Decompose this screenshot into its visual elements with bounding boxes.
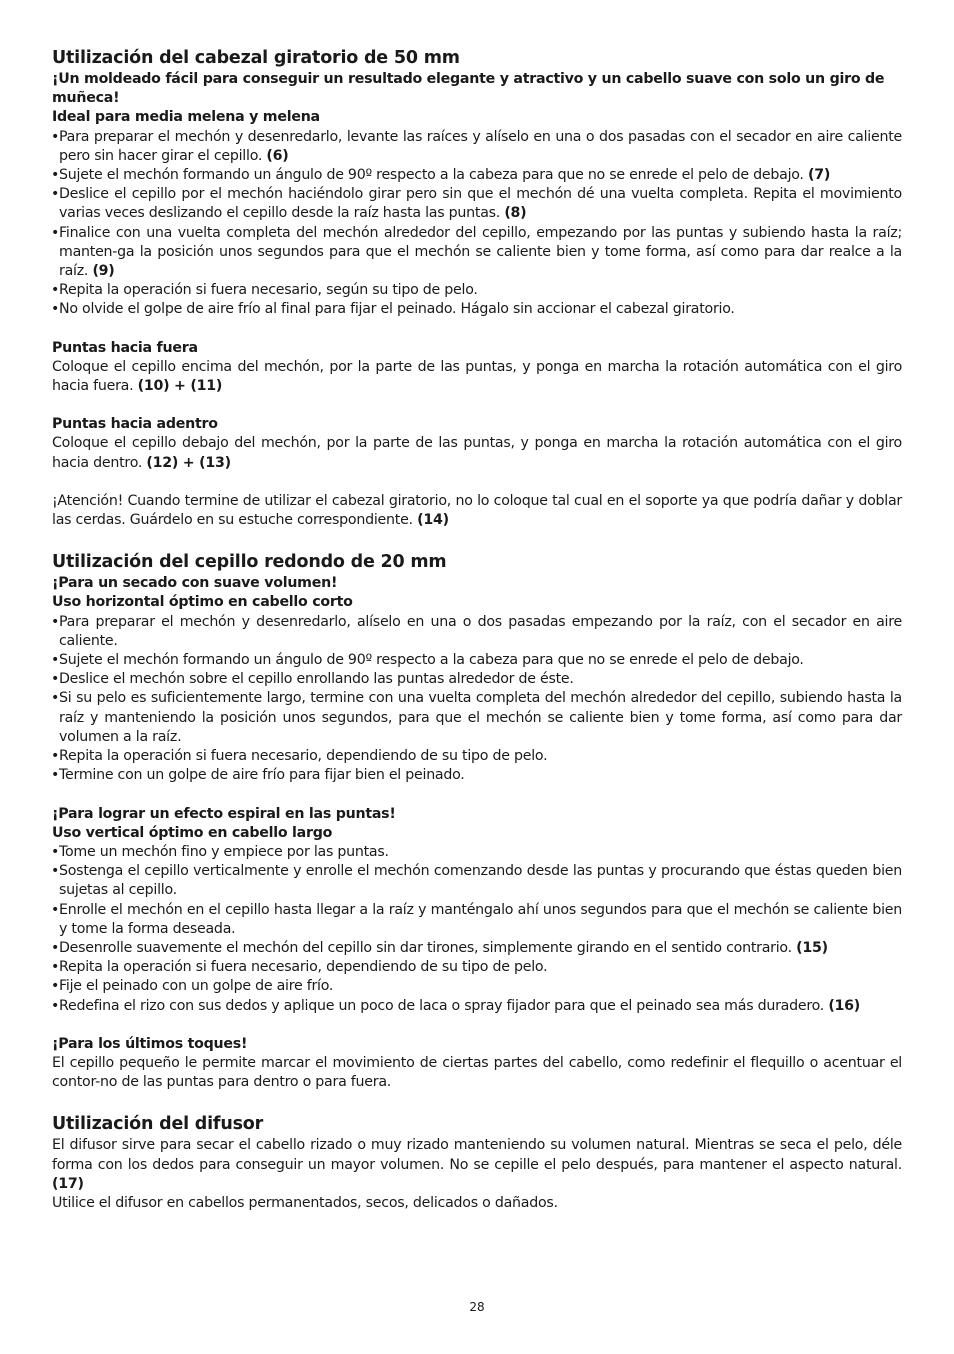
list-item: • Sujete el mechón formando un ángulo de 90º respecto a la cabeza para que no se enrede el pelo de debajo. (7) — [52, 166, 902, 185]
section-subintro: Ideal para media melena y melena — [52, 109, 320, 126]
list-item: • Tome un mechón fino y empiece por las puntas. — [52, 843, 902, 862]
subheading-puntas-adentro: Puntas hacia adentro — [52, 416, 218, 433]
list-item: • Repita la operación si fuera necesario, según su tipo de pelo. — [52, 281, 902, 300]
paragraph: Coloque el cepillo debajo del mechón, por la parte de las puntas, y ponga en marcha la rotación automática con el giro hacia dentro. (12) + (13) — [52, 435, 902, 471]
list-item: • Deslice el cepillo por el mechón haciéndolo girar pero sin que el mechón dé una vuelta completa. Repita el movimiento varias veces deslizando el cepillo desde la raíz hasta las puntas. (8) — [52, 185, 902, 223]
section-title-rotating-head: Utilización del cabezal giratorio de 50 mm — [52, 48, 460, 68]
bullet-list — [52, 128, 902, 320]
section-intro: ¡Un moldeado fácil para conseguir un resultado elegante y atractivo y un cabello suave con solo un giro de muñeca! — [52, 71, 885, 107]
document-page — [52, 46, 902, 1213]
list-item: • Repita la operación si fuera necesario, dependiendo de su tipo de pelo. — [52, 747, 902, 766]
list-item: • Enrolle el mechón en el cepillo hasta llegar a la raíz y manténgalo ahí unos segundos para que el mechón se caliente bien y tome la forma deseada. — [52, 901, 902, 939]
list-item: • Para preparar el mechón y desenredarlo, levante las raíces y alíselo en una o dos pasadas con el secador en aire caliente pero sin hacer girar el cepillo. (6) — [52, 128, 902, 166]
subheading-puntas-fuera: Puntas hacia fuera — [52, 339, 198, 356]
list-item: • Redefina el rizo con sus dedos y aplique un poco de laca o spray fijador para que el peinado sea más duradero. (16) — [52, 997, 902, 1016]
list-item: • No olvide el golpe de aire frío al final para fijar el peinado. Hágalo sin accionar el cabezal giratorio. — [52, 300, 902, 319]
warning-paragraph: ¡Atención! Cuando termine de utilizar el cabezal giratorio, no lo coloque tal cual en el soporte ya que podría dañar y doblar las cerdas. Guárdelo en su estuche correspondiente. (14) — [52, 492, 902, 529]
section-intro: ¡Para un secado con suave volumen! — [52, 575, 338, 592]
list-item: • Sostenga el cepillo verticalmente y enrolle el mechón comenzando desde las puntas y procurando que éstas queden bien sujetas al cepillo. — [52, 862, 902, 900]
subheading-spiral: ¡Para lograr un efecto espiral en las puntas! — [52, 805, 396, 822]
section-title-round-brush: Utilización del cepillo redondo de 20 mm — [52, 552, 447, 573]
list-item: • Deslice el mechón sobre el cepillo enrollando las puntas alrededor de éste. — [52, 670, 902, 689]
subheading-spiral-usage: Uso vertical óptimo en cabello largo — [52, 824, 333, 841]
section-title-diffuser: Utilización del difusor — [52, 1114, 264, 1135]
list-item: • Repita la operación si fuera necesario, dependiendo de su tipo de pelo. — [52, 958, 902, 977]
paragraph: El difusor sirve para secar el cabello rizado o muy rizado manteniendo su volumen natural. Mientras se seca el pelo, déle forma con los dedos para conseguir un mayor volumen. No se cepille el pelo después, para mantener el aspecto natural. (17) — [52, 1137, 902, 1192]
paragraph: El cepillo pequeño le permite marcar el movimiento de ciertas partes del cabello, como redefinir el flequillo o acentuar el contor-no de las puntas para dentro o para fuera. — [52, 1054, 902, 1091]
bullet-list — [52, 843, 902, 1016]
list-item: • Fije el peinado con un golpe de aire frío. — [52, 977, 902, 996]
list-item: • Sujete el mechón formando un ángulo de 90º respecto a la cabeza para que no se enrede el pelo de debajo. — [52, 651, 902, 670]
list-item: • Si su pelo es suficientemente largo, termine con una vuelta completa del mechón alrededor del cepillo, subiendo hasta la raíz y manteniendo la posición unos segundos, para que el mechón se caliente bien y tome forma, así como para dar volumen a la raíz. — [52, 689, 902, 747]
list-item: • Termine con un golpe de aire frío para fijar bien el peinado. — [52, 766, 902, 785]
paragraph: Coloque el cepillo encima del mechón, por la parte de las puntas, y ponga en marcha la rotación automática con el giro hacia fuera. (10) + (11) — [52, 358, 902, 395]
section-subintro: Uso horizontal óptimo en cabello corto — [52, 594, 353, 611]
bullet-list — [52, 613, 902, 786]
page-number: 28 — [469, 1300, 485, 1314]
subheading-last-touches: ¡Para los últimos toques! — [52, 1035, 248, 1052]
list-item: • Para preparar el mechón y desenredarlo, alíselo en una o dos pasadas empezando por la raíz, con el secador en aire caliente. — [52, 613, 902, 651]
paragraph: Utilice el difusor en cabellos permanentados, secos, delicados o dañados. — [52, 1194, 558, 1211]
list-item: • Finalice con una vuelta completa del mechón alrededor del cepillo, empezando por las puntas y subiendo hasta la raíz; manten-ga la posición unos segundos para que el mechón se caliente bien y tome forma, así como para dar realce a la raíz. (9) — [52, 224, 902, 282]
list-item: • Desenrolle suavemente el mechón del cepillo sin dar tirones, simplemente girando en el sentido contrario. (15) — [52, 939, 902, 958]
